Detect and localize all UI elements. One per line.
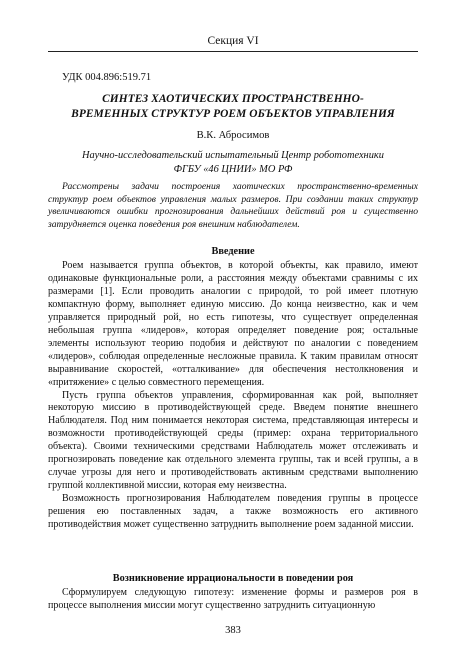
section-body-irrationality — [48, 587, 418, 613]
running-head: Секция VI — [207, 35, 259, 47]
section-heading-introduction: Введение — [211, 246, 255, 257]
page-number: 383 — [225, 625, 241, 636]
author-name: В.К. Абросимов — [196, 130, 270, 141]
body-paragraph: Роем называется группа объектов, в которой объекты, как правило, имеют одинаковые функциональные роли, а расстояния между объектами сравнимы с их размерами [1]. Если проводить аналогии с природой, то рой имеет плотную компактную форму, выполняет единую миссию. До конца неизвестно, как и чем управляется природный рой, но есть гипотезы, что существует определенная небольшая группа «лидеров», которая определяет поведение роя; остальные элементы используют теорию подобия и действуют по аналогии с поведением «лидеров», соблюдая определенные несложные правила. К таким правилам относят выравнивание скоростей, «отталкивание» для обеспечения нестолкновения и «притяжение» с целью совместного перемещения. — [48, 260, 418, 388]
header-divider — [48, 51, 418, 52]
affiliation-line-1: Научно-исследовательский испытательный Центр робототехники — [82, 150, 384, 161]
affiliation-line-2: ФГБУ «46 ЦНИИ» МО РФ — [173, 163, 293, 175]
udc-code: УДК 004.896:519.71 — [62, 72, 152, 83]
paper-title-line-1: СИНТЕЗ ХАОТИЧЕСКИХ ПРОСТРАНСТВЕННО- — [102, 93, 364, 105]
body-paragraph: Возможность прогнозирования Наблюдателем поведения группы в процессе решения ею поставленных задач, а также возможность его активного противодействия может существенно затруднить выполнение роем заданной миссии. — [48, 493, 418, 531]
paper-title — [48, 92, 418, 121]
section-heading-irrationality: Возникновение иррациональности в поведении роя — [112, 573, 354, 584]
body-paragraph: Сформулируем следующую гипотезу: изменение формы и размеров роя в процессе выполнения миссии могут существенно затруднить ситуационную — [48, 587, 418, 611]
body-paragraph: Пусть группа объектов управления, сформированная как рой, выполняет некоторую миссию в противодействующей среде. Введем понятие внешнего Наблюдателя. Под ним понимается некоторая система, представляющая интересы и возможности противодействующей среды (пример: охрана территориального объекта). Своими техническими средствами Наблюдатель может отслеживать и прогнозировать поведение как отдельного элемента группы, так и всей группы, а в случае угрозы для него и противодействовать активным средствами выполнению группой коллективной миссии, которая ему неизвестна. — [48, 389, 418, 492]
affiliation — [48, 149, 418, 176]
section-body-introduction — [48, 260, 418, 532]
paper-title-line-2: ВРЕМЕННЫХ СТРУКТУР РОЕМ ОБЪЕКТОВ УПРАВЛЕНИЯ — [71, 107, 395, 120]
abstract: Рассмотрены задачи построения хаотических пространственно-временных структур роем объектов управления малых размеров. При создании таких структур увеличиваются ошибки прогнозирования дальнейших действий роя и существенно затрудняется оценка поведения роя внешним наблюдателем. — [48, 181, 418, 231]
